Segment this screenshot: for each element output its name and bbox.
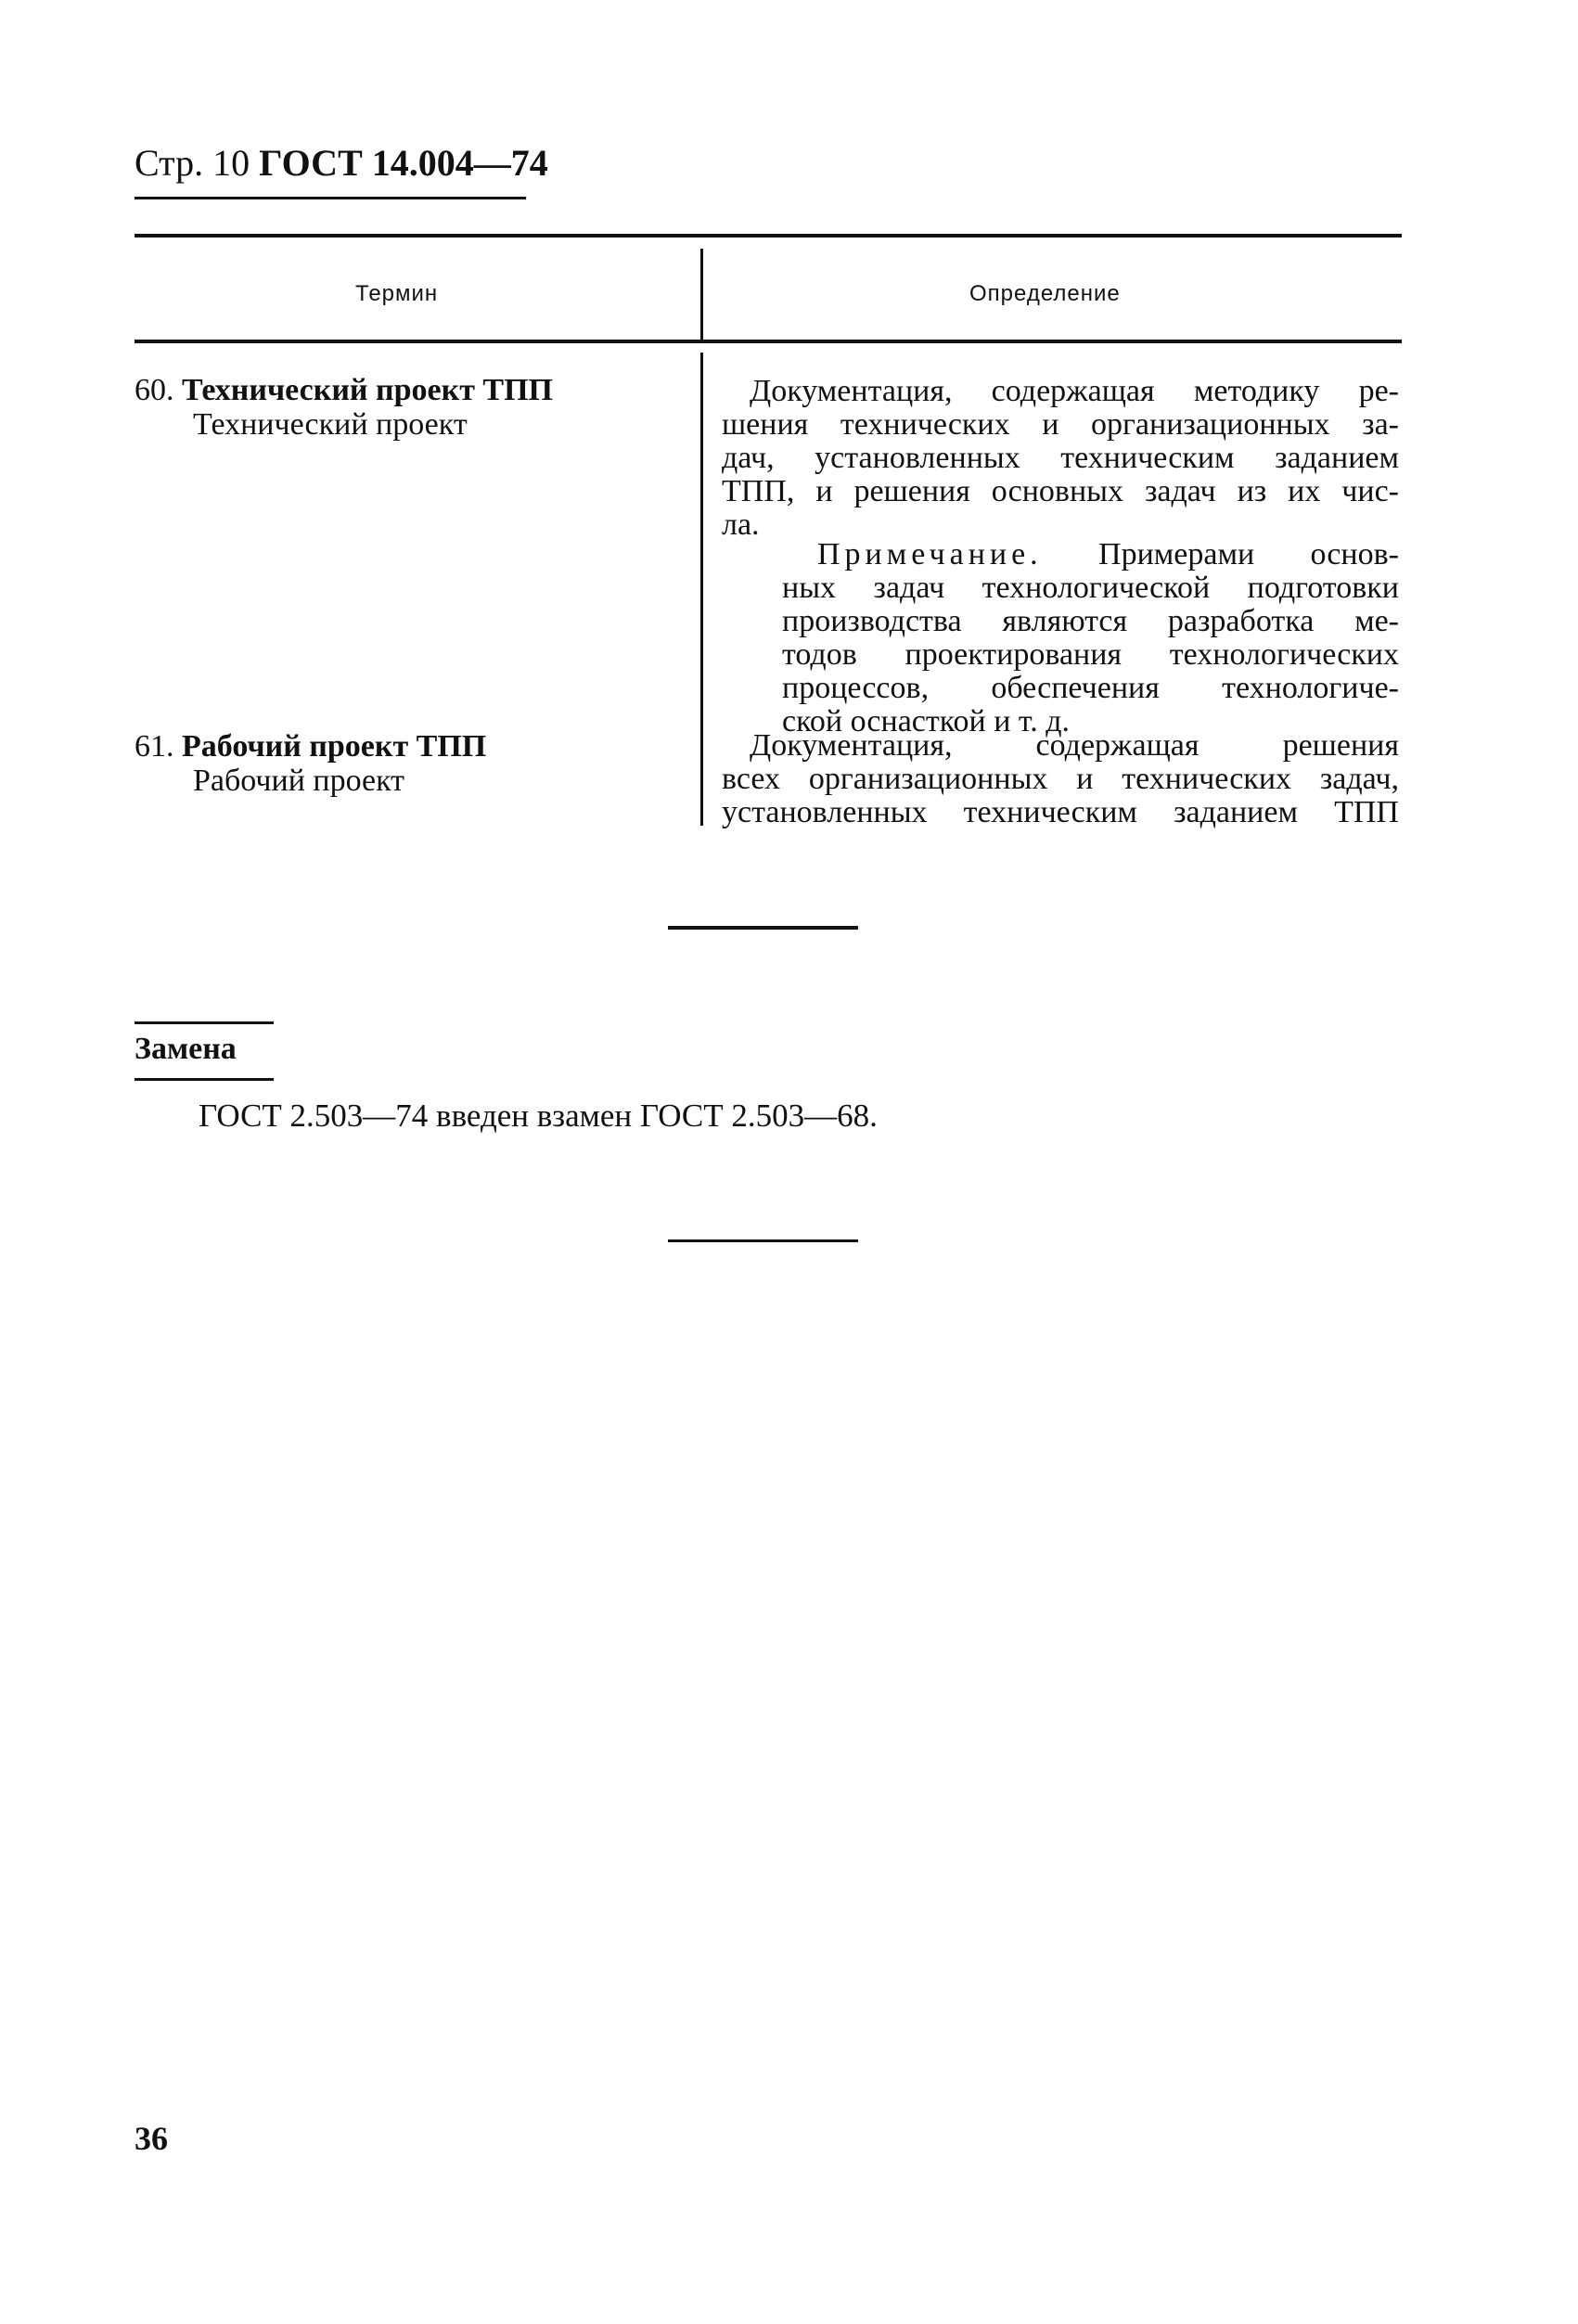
table-header-divider: [700, 249, 703, 341]
note-first-line: [782, 538, 1399, 571]
definition-line: дач, установленных техническим заданием: [722, 441, 1399, 475]
note-line: процессов, обеспечения технологиче-: [782, 671, 1399, 705]
replacement-bottom-rule: [135, 1078, 274, 1081]
column-header-term: Термин: [355, 281, 439, 306]
table-row-term: [135, 373, 553, 442]
definition-line: шения технических и организационных за-: [722, 407, 1399, 442]
table-header-rule: [135, 340, 1402, 343]
definition-line: установленных техническим заданием ТПП: [722, 795, 1399, 829]
note-line: тодов проектирования технологических: [782, 637, 1399, 672]
definition-line: Документация, содержащая решения: [750, 728, 1399, 763]
page-number: 36: [135, 2120, 168, 2157]
standard-number: ГОСТ 14.004—74: [259, 142, 548, 184]
replacement-top-rule: [135, 1021, 274, 1024]
note-label: Примечание.: [817, 537, 1043, 571]
definition-note: [782, 538, 1399, 738]
table-column-divider: [700, 353, 703, 826]
replacement-title: Замена: [135, 1032, 237, 1066]
column-header-definition: Определение: [969, 281, 1121, 306]
note-line: Примерами основ-: [1098, 537, 1400, 571]
term-short: Рабочий проект: [193, 764, 405, 798]
page-header: [135, 141, 548, 185]
term-number: 61.: [135, 729, 174, 764]
term-name: Технический проект ТПП: [182, 373, 553, 407]
definition-line: ла.: [722, 507, 760, 542]
definition-line: Документация, содержащая методику ре-: [750, 374, 1399, 408]
page-label: Стр. 10: [135, 142, 250, 184]
section-separator: [668, 926, 858, 930]
term-number: 60.: [135, 373, 174, 407]
note-line: ных задач технологической подготовки: [782, 571, 1399, 605]
section-separator: [668, 1239, 858, 1242]
definition-line: всех организационных и технических задач,: [722, 762, 1399, 796]
table-row-definition: [722, 375, 1399, 542]
note-line: ской оснасткой и т. д.: [782, 704, 1071, 738]
table-row-term: [135, 729, 486, 798]
table-row-definition: [722, 729, 1399, 829]
definition-line: ТПП, и решения основных задач из их чис-: [722, 474, 1399, 508]
table-top-rule: [135, 234, 1402, 238]
header-rule: [135, 197, 526, 199]
term-short: Технический проект: [193, 407, 468, 442]
note-line: производства являются разработка ме-: [782, 604, 1399, 638]
replacement-text: ГОСТ 2.503—74 введен взамен ГОСТ 2.503—68.: [199, 1098, 878, 1134]
term-name: Рабочий проект ТПП: [182, 729, 487, 764]
